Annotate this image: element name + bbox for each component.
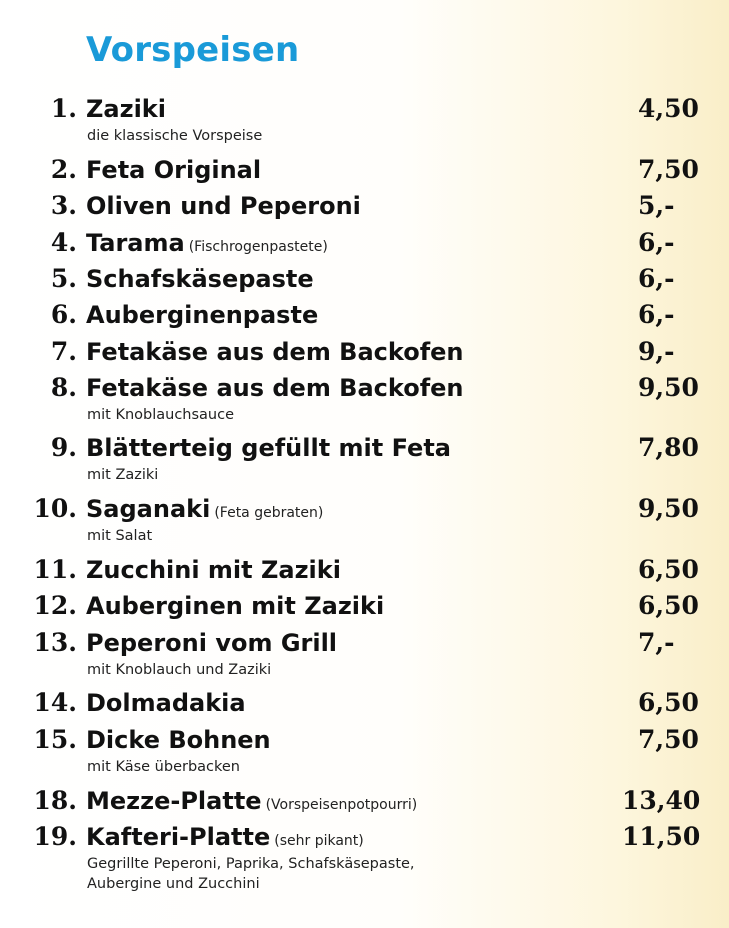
item-price: 6,- <box>638 228 675 257</box>
item-name: Oliven und Peperoni <box>86 192 361 220</box>
menu-item <box>0 723 729 777</box>
item-name: Auberginenpaste <box>86 301 319 329</box>
item-name: Saganaki <box>86 495 211 523</box>
item-name-line <box>86 589 384 623</box>
menu-item <box>0 153 729 187</box>
item-name-line <box>86 686 246 720</box>
item-name: Mezze-Platte <box>86 787 262 815</box>
item-description: Gegrillte Peperoni, Paprika, Schafskäsepaste, <box>87 856 415 872</box>
menu-item-row <box>0 784 729 818</box>
menu-item-row <box>0 589 729 623</box>
menu-item-row <box>0 335 729 369</box>
section-title: Vorspeisen <box>86 30 300 70</box>
item-price: 7,50 <box>638 725 699 754</box>
item-number: 15. <box>33 725 77 754</box>
item-price: 9,50 <box>638 494 699 523</box>
menu-item-row <box>0 553 729 587</box>
item-name-line <box>86 723 271 757</box>
item-name-line <box>86 626 337 660</box>
item-price: 7,- <box>638 628 675 657</box>
item-price: 9,- <box>638 337 675 366</box>
item-description: mit Knoblauch und Zaziki <box>87 662 272 678</box>
menu-item-row <box>0 686 729 720</box>
item-price: 6,50 <box>638 555 699 584</box>
item-name: Fetakäse aus dem Backofen <box>86 338 464 366</box>
item-description: mit Salat <box>87 528 153 544</box>
item-number: 8. <box>50 373 77 402</box>
item-name-line <box>86 189 361 223</box>
menu-item <box>0 335 729 369</box>
menu-item-row <box>0 92 729 126</box>
item-number: 10. <box>33 494 77 523</box>
menu-item-row <box>0 820 729 854</box>
item-name: Schafskäsepaste <box>86 265 314 293</box>
item-price: 6,50 <box>638 688 699 717</box>
item-description: mit Knoblauchsauce <box>87 407 235 423</box>
menu-item <box>0 820 729 894</box>
menu-item <box>0 686 729 720</box>
item-description: Aubergine und Zucchini <box>87 876 260 892</box>
menu-item <box>0 626 729 680</box>
item-name: Blätterteig gefüllt mit Feta <box>86 434 451 462</box>
item-name-line <box>86 553 341 587</box>
menu-item <box>0 189 729 223</box>
item-note: (sehr pikant) <box>274 833 364 849</box>
item-price: 4,50 <box>638 94 699 123</box>
menu-item <box>0 784 729 818</box>
item-name: Dicke Bohnen <box>86 726 271 754</box>
menu-item <box>0 589 729 623</box>
menu-item-row <box>0 189 729 223</box>
item-name: Kafteri-Platte <box>86 823 271 851</box>
item-number: 7. <box>50 337 77 366</box>
item-number: 19. <box>33 822 77 851</box>
item-number: 13. <box>33 628 77 657</box>
menu-item-row <box>0 298 729 332</box>
item-number: 1. <box>50 94 77 123</box>
item-number: 11. <box>33 555 77 584</box>
menu-item <box>0 262 729 296</box>
item-price: 6,- <box>638 264 675 293</box>
menu-item <box>0 298 729 332</box>
menu-item <box>0 92 729 146</box>
item-price: 6,- <box>638 300 675 329</box>
item-name-line <box>86 298 318 332</box>
menu-item-row <box>0 723 729 757</box>
item-name-line <box>86 431 451 465</box>
menu-item-row <box>0 371 729 405</box>
item-name-line <box>86 153 261 187</box>
menu-item-row <box>0 431 729 465</box>
item-price: 11,50 <box>622 822 701 851</box>
item-name: Zucchini mit Zaziki <box>86 556 341 584</box>
item-price: 7,50 <box>638 155 699 184</box>
item-name: Zaziki <box>86 95 166 123</box>
item-number: 3. <box>50 191 77 220</box>
item-price: 5,- <box>638 191 675 220</box>
item-name-line <box>86 820 364 858</box>
item-number: 18. <box>33 786 77 815</box>
menu-item-row <box>0 626 729 660</box>
item-name: Tarama <box>86 229 185 257</box>
item-name: Feta Original <box>86 156 262 184</box>
item-name: Fetakäse aus dem Backofen <box>86 374 464 402</box>
item-price: 7,80 <box>638 433 699 462</box>
item-name-line <box>86 226 328 264</box>
menu-item <box>0 492 729 546</box>
item-name: Auberginen mit Zaziki <box>86 592 385 620</box>
item-name-line <box>86 335 464 369</box>
item-price: 13,40 <box>622 786 701 815</box>
item-number: 2. <box>50 155 77 184</box>
item-number: 14. <box>33 688 77 717</box>
item-name-line <box>86 784 417 822</box>
item-number: 9. <box>50 433 77 462</box>
item-number: 6. <box>50 300 77 329</box>
menu-item <box>0 226 729 260</box>
item-note: (Feta gebraten) <box>214 505 324 521</box>
item-name: Peperoni vom Grill <box>86 629 338 657</box>
menu-item <box>0 371 729 425</box>
menu-item-row <box>0 492 729 526</box>
menu-item-row <box>0 262 729 296</box>
item-name-line <box>86 371 464 405</box>
item-description: mit Käse überbacken <box>87 759 241 775</box>
item-description: die klassische Vorspeise <box>87 128 263 144</box>
item-name-line <box>86 92 166 126</box>
menu-item-row <box>0 226 729 260</box>
item-note: (Fischrogenpastete) <box>188 239 328 255</box>
item-note: (Vorspeisenpotpourri) <box>265 797 418 813</box>
menu-item <box>0 553 729 587</box>
item-price: 9,50 <box>638 373 699 402</box>
item-name-line <box>86 262 314 296</box>
item-price: 6,50 <box>638 591 699 620</box>
item-number: 5. <box>50 264 77 293</box>
menu-item-row <box>0 153 729 187</box>
item-name-line <box>86 492 323 530</box>
item-description: mit Zaziki <box>87 467 159 483</box>
item-number: 4. <box>50 228 77 257</box>
item-number: 12. <box>33 591 77 620</box>
menu-item <box>0 431 729 485</box>
item-name: Dolmadakia <box>86 689 246 717</box>
